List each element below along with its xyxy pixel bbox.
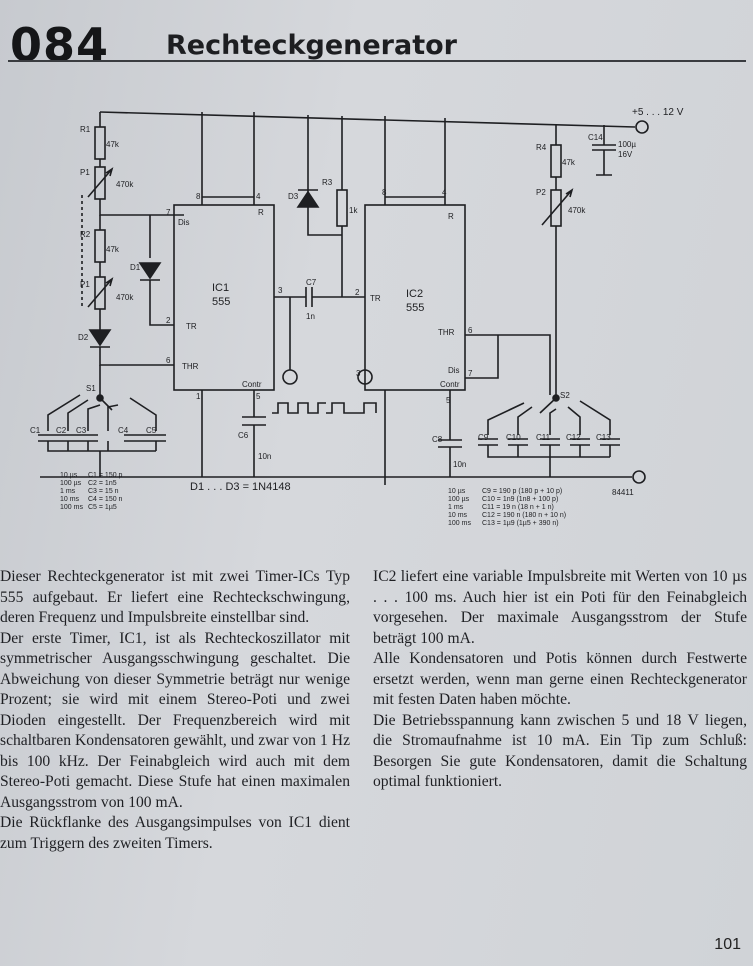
svg-text:C10 = 1n9 (1n8 + 100 p): C10 = 1n9 (1n8 + 100 p) xyxy=(482,496,559,503)
d3-diode xyxy=(298,192,318,207)
svg-text:10 ms: 10 ms xyxy=(448,512,468,519)
c7-label: C7 xyxy=(306,278,317,287)
svg-text:1: 1 xyxy=(196,392,201,401)
svg-text:R: R xyxy=(258,208,264,217)
svg-text:C2: C2 xyxy=(56,426,67,435)
ground-terminal xyxy=(633,471,645,483)
d1-label: D1 xyxy=(130,263,141,272)
c14-label: C14 xyxy=(588,133,603,142)
svg-text:C5: C5 xyxy=(146,426,157,435)
r4-value: 47k xyxy=(562,158,575,167)
paragraph: Die Rückflanke des Ausgangsimpulses von IC1 dient zum Triggern des zweiten Timers. xyxy=(0,814,350,852)
svg-text:10 µs: 10 µs xyxy=(448,488,466,495)
circuit-schematic xyxy=(20,95,720,550)
svg-text:4: 4 xyxy=(442,188,447,197)
p1b-label: P1 xyxy=(80,280,90,289)
d2-diode xyxy=(90,330,110,345)
s2-label: S2 xyxy=(560,391,570,400)
svg-text:C2 = 1n5: C2 = 1n5 xyxy=(88,480,117,487)
s1-label: S1 xyxy=(86,384,96,393)
r1-label: R1 xyxy=(80,125,91,134)
svg-text:8: 8 xyxy=(382,188,387,197)
waveform-1 xyxy=(272,403,326,413)
svg-text:8: 8 xyxy=(196,192,201,201)
svg-text:6: 6 xyxy=(166,356,171,365)
svg-text:1 ms: 1 ms xyxy=(448,504,464,511)
svg-text:C11: C11 xyxy=(536,433,551,442)
svg-text:100 ms: 100 ms xyxy=(448,520,471,527)
svg-text:TR: TR xyxy=(370,294,381,303)
r2-label: R2 xyxy=(80,230,91,239)
svg-text:C10: C10 xyxy=(506,433,521,442)
svg-text:C3: C3 xyxy=(76,426,87,435)
svg-text:10 µs: 10 µs xyxy=(60,472,78,479)
r1-resistor xyxy=(95,127,105,159)
svg-text:C4 = 150 n: C4 = 150 n xyxy=(88,496,123,503)
svg-text:1 ms: 1 ms xyxy=(60,488,76,495)
d3-label: D3 xyxy=(288,192,299,201)
svg-text:2: 2 xyxy=(355,288,360,297)
ic2-type: 555 xyxy=(406,302,425,314)
supply-label: +5 . . . 12 V xyxy=(632,107,684,118)
p2-value: 470k xyxy=(568,206,586,215)
c14-value1: 100µ xyxy=(618,140,636,149)
svg-text:5: 5 xyxy=(446,396,451,405)
svg-text:C12: C12 xyxy=(566,433,581,442)
paragraph: IC2 liefert eine variable Impulsbreite mit Werten von 10 µs . . . 100 ms. Auch hier ist ein Poti für den Feinabgleich vorgesehen. Der maximale Ausgangsstrom der Stufe beträgt 100 mA. xyxy=(373,568,747,647)
svg-text:R: R xyxy=(448,212,454,221)
svg-text:Contr: Contr xyxy=(242,380,262,389)
svg-text:100 ms: 100 ms xyxy=(60,504,83,511)
svg-text:2: 2 xyxy=(166,316,171,325)
svg-text:6: 6 xyxy=(468,326,473,335)
ic1-label: IC1 xyxy=(212,282,230,294)
svg-text:Dis: Dis xyxy=(448,366,460,375)
r4-resistor xyxy=(551,145,561,177)
text-column-left xyxy=(0,567,350,854)
waveform-2 xyxy=(326,403,376,413)
supply-terminal xyxy=(636,121,648,133)
paragraph: Alle Kondensatoren und Potis können durch Festwerte ersetzt werden, wenn man gerne einen Rechteckgenerator mit festen Daten haben möchte. xyxy=(373,650,747,708)
svg-text:C13: C13 xyxy=(596,433,611,442)
diode-note: D1 . . . D3 = 1N4148 xyxy=(190,481,291,493)
c6-value: 10n xyxy=(258,452,272,461)
r1-value: 47k xyxy=(106,140,119,149)
c6-label: C6 xyxy=(238,431,249,440)
svg-text:C12 = 190 n (180 n + 10 n): C12 = 190 n (180 n + 10 n) xyxy=(482,512,567,519)
svg-text:THR: THR xyxy=(438,328,455,337)
svg-text:Dis: Dis xyxy=(178,218,190,227)
svg-text:C3 = 15 n: C3 = 15 n xyxy=(88,488,119,495)
p1b-value: 470k xyxy=(116,293,134,302)
r2-resistor xyxy=(95,230,105,262)
c8-label: C8 xyxy=(432,435,443,444)
svg-text:100 µs: 100 µs xyxy=(60,480,82,487)
ic2-label: IC2 xyxy=(406,288,424,300)
svg-text:C1: C1 xyxy=(30,426,41,435)
text-column-right xyxy=(373,567,747,793)
svg-text:5: 5 xyxy=(256,392,261,401)
svg-text:C5 = 1µ5: C5 = 1µ5 xyxy=(88,504,117,511)
paragraph: Dieser Rechteckgenerator ist mit zwei Timer-ICs Typ 555 aufgebaut. Er liefert eine Rechteckschwingung, deren Frequenz und Impulsbreite einstellbar sind. xyxy=(0,568,350,626)
svg-text:100 µs: 100 µs xyxy=(448,496,470,503)
r3-label: R3 xyxy=(322,178,333,187)
svg-text:TR: TR xyxy=(186,322,197,331)
supply-rail xyxy=(100,112,635,127)
article-title: Rechteckgenerator xyxy=(166,30,457,61)
c14-value2: 16V xyxy=(618,150,633,159)
paragraph: Die Betriebsspannung kann zwischen 5 und 18 V liegen, die Stromaufnahme ist 10 mA. Ein Tip zum Schluß: Besorgen Sie gute Kondensatoren, damit die Schaltung optimal funktioniert. xyxy=(373,711,747,790)
svg-text:C1 = 150 p: C1 = 150 p xyxy=(88,472,123,479)
p1a-value: 470k xyxy=(116,180,134,189)
ic1-type: 555 xyxy=(212,296,231,308)
output1-terminal xyxy=(283,370,297,384)
r4-label: R4 xyxy=(536,143,547,152)
svg-text:7: 7 xyxy=(166,208,171,217)
p2-label: P2 xyxy=(536,188,546,197)
svg-text:C9 = 190 p (180 p + 10 p): C9 = 190 p (180 p + 10 p) xyxy=(482,488,563,495)
r2-value: 47k xyxy=(106,245,119,254)
figure-ref: 84411 xyxy=(612,488,634,497)
article-header xyxy=(8,18,748,88)
c7-value: 1n xyxy=(306,312,315,321)
r3-resistor xyxy=(337,190,347,226)
d1-diode xyxy=(140,263,160,278)
c8-value: 10n xyxy=(453,460,467,469)
p1a-label: P1 xyxy=(80,168,90,177)
svg-text:3: 3 xyxy=(356,369,361,378)
svg-text:C4: C4 xyxy=(118,426,129,435)
paragraph: Der erste Timer, IC1, ist als Rechteckoszillator mit symmetrischer Ausgangsschwingung geschaltet. Die Abweichung von dieser Symmetrie beträgt nur wenige Prozent; sie wird mit einem Stereo-Poti und zwei Dioden eingestellt. Der Frequenzbereich wird mit schaltbaren Kondensatoren gewählt, und zwar von 1 Hz bis 100 kHz. Der Feinabgleich wird auch mit dem Stereo-Poti gemacht. Diese Stufe hat einen maximalen Ausgangsstrom von 100 mA. xyxy=(0,629,350,811)
svg-text:C11 = 19 n (18 n + 1 n): C11 = 19 n (18 n + 1 n) xyxy=(482,504,554,511)
page-number: 101 xyxy=(714,936,741,953)
svg-text:7: 7 xyxy=(468,369,473,378)
article-number: 084 xyxy=(10,18,110,72)
r3-value: 1k xyxy=(349,206,358,215)
svg-text:THR: THR xyxy=(182,362,199,371)
svg-text:10 ms: 10 ms xyxy=(60,496,80,503)
svg-text:C9: C9 xyxy=(478,433,489,442)
d2-label: D2 xyxy=(78,333,89,342)
svg-text:3: 3 xyxy=(278,286,283,295)
svg-text:Contr: Contr xyxy=(440,380,460,389)
header-rule xyxy=(8,60,746,62)
svg-text:4: 4 xyxy=(256,192,261,201)
svg-text:C13 = 1µ9 (1µ5 + 390 n): C13 = 1µ9 (1µ5 + 390 n) xyxy=(482,520,559,527)
